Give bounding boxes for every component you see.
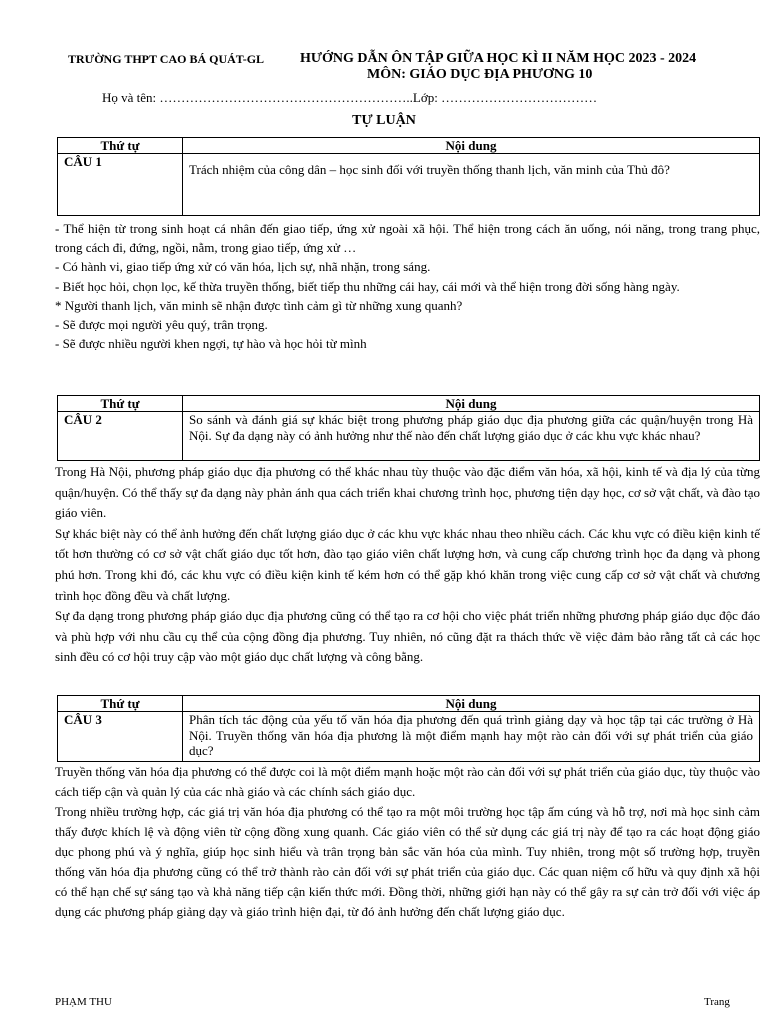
school-name: TRƯỜNG THPT CAO BÁ QUÁT-GL — [68, 52, 265, 66]
answer-3 — [55, 762, 760, 922]
question-table-3 — [57, 695, 760, 762]
footer-author: PHẠM THU — [55, 996, 112, 1008]
subject-title: MÔN: GIÁO DỤC ĐỊA PHƯƠNG 10 — [367, 67, 593, 82]
footer-page-label: Trang — [704, 996, 730, 1008]
header-content: Nội dung — [183, 396, 760, 412]
question-number: CÂU 1 — [58, 154, 183, 216]
document-title: HƯỚNG DẪN ÔN TẬP GIỮA HỌC KÌ II NĂM HỌC 2023 - 2024 — [300, 51, 697, 66]
answer-paragraph: - Sẽ được mọi người yêu quý, trân trọng. — [55, 317, 268, 333]
header-order: Thứ tự — [58, 138, 183, 154]
answer-paragraph: - Có hành vi, giao tiếp ứng xử có văn hóa, lịch sự, nhã nhặn, trong sáng. — [55, 259, 431, 275]
answer-paragraph: - Thể hiện từ trong sinh hoạt cá nhân đến giao tiếp, ứng xử ngoài xã hội. Thể hiện trong cách ăn uống, nói năng, trong trang phục, trong cách đi, đứng, ngồi, nằm, trong giao tiếp, ứng xử … — [55, 221, 760, 256]
answer-1 — [55, 219, 760, 353]
answer-paragraph: Sự khác biệt này có thể ảnh hưởng đến chất lượng giáo dục ở các khu vực khác nhau theo nhiều cách. Các khu vực có điều kiện kinh tế tốt hơn thường có cơ sở vật chất giáo dục tốt hơn, đào tạo giáo viên chất lượng hơn, và cung cấp chương trình học đa dạng và phong phú hơn. Trong khi đó, các khu vực có điều kiện kinh tế kém hơn có thể gặp khó khăn trong việc cung cấp cơ sở vật chất và chương trình học đồng đều và chất lượng. — [55, 525, 760, 603]
question-table-2 — [57, 395, 760, 461]
question-number: CÂU 3 — [58, 712, 183, 762]
answer-paragraph: Sự đa dạng trong phương pháp giáo dục địa phương cũng có thể tạo ra cơ hội cho việc phát triển những phương pháp giáo dục độc đáo và phù hợp với nhu cầu cụ thể của cộng đồng địa phương. Tuy nhiên, nó cũng đặt ra thách thức về việc đảm bảo rằng tất cả các học sinh đều có cơ hội truy cập vào một giáo dục chất lượng và công bằng. — [55, 608, 760, 665]
answer-paragraph: - Sẽ được nhiều người khen ngợi, tự hào và học hỏi từ mình — [55, 336, 367, 352]
question-text: Trách nhiệm của công dân – học sinh đối với truyền thống thanh lịch, văn minh của Thủ đô? — [183, 154, 760, 216]
header-order: Thứ tự — [58, 396, 183, 412]
question-table-1 — [57, 137, 760, 216]
answer-2 — [55, 462, 760, 668]
header-content: Nội dung — [183, 138, 760, 154]
question-text: So sánh và đánh giá sự khác biệt trong phương pháp giáo dục địa phương giữa các quận/huyện trong Hà Nội. Sự đa dạng này có ảnh hưởng như thế nào đến chất lượng giáo dục ở các khu vực khác nhau? — [183, 412, 760, 461]
student-name-class-line: Họ và tên: …………………………………………………..Lớp: ……………………………… — [102, 90, 598, 105]
answer-paragraph: * Người thanh lịch, văn minh sẽ nhận được tình cảm gì từ những xung quanh? — [55, 297, 463, 313]
header-order: Thứ tự — [58, 696, 183, 712]
question-text: Phân tích tác động của yếu tố văn hóa địa phương đến quá trình giảng dạy và học tập tại các trường ở Hà Nội. Truyền thống văn hóa địa phương là một điểm mạnh hay một rào cản đối với sự phát triển của giáo dục? — [183, 712, 760, 762]
answer-paragraph: - Biết học hỏi, chọn lọc, kế thừa truyền thống, biết tiếp thu những cái hay, cái mới và thể hiện trong đời sống hàng ngày. — [55, 278, 680, 294]
answer-paragraph: Trong nhiều trường hợp, các giá trị văn hóa địa phương có thể tạo ra một môi trường học tập ấm cúng và hỗ trợ, nơi mà học sinh cảm thấy được khích lệ và động viên từ cộng đồng xung quanh. Các giáo viên có thể sử dụng các giá trị này để tạo ra các hoạt động giáo dục phong phú và ý nghĩa, giúp học sinh hiểu và trân trọng bản sắc văn hóa của mình. Tuy nhiên, trong một số trường hợp, truyền thống văn hóa địa phương cũng có thể trở thành rào cản đối với sự phát triển của giáo dục. Các quan niệm cố hữu và quy định xã hội có thể hạn chế sự sáng tạo và khả năng tiếp cận kiến thức mới. Đồng thời, những giới hạn này có thể gây ra sự cản trở đối với việc áp dụng các phương pháp giảng dạy và giáo trình hiện đại, từ đó ảnh hưởng đến chất lượng giáo dục. — [55, 804, 760, 919]
section-title: TỰ LUẬN — [352, 113, 416, 128]
answer-paragraph: Truyền thống văn hóa địa phương có thể được coi là một điểm mạnh hoặc một rào cản đối với sự phát triển của giáo dục, tùy thuộc vào cách tiếp cận và quản lý của các nhà giáo và các chính sách giáo dục. — [55, 764, 760, 799]
answer-paragraph: Trong Hà Nội, phương pháp giáo dục địa phương có thể khác nhau tùy thuộc vào đặc điểm văn hóa, xã hội, kinh tế và địa lý của từng quận/huyện. Có thể thấy sự đa dạng này phản ánh qua cách triển khai chương trình học, phương tiện dạy học, cơ sở vật chất, và đào tạo giáo viên. — [55, 464, 760, 521]
question-number: CÂU 2 — [58, 412, 183, 461]
header-content: Nội dung — [183, 696, 760, 712]
